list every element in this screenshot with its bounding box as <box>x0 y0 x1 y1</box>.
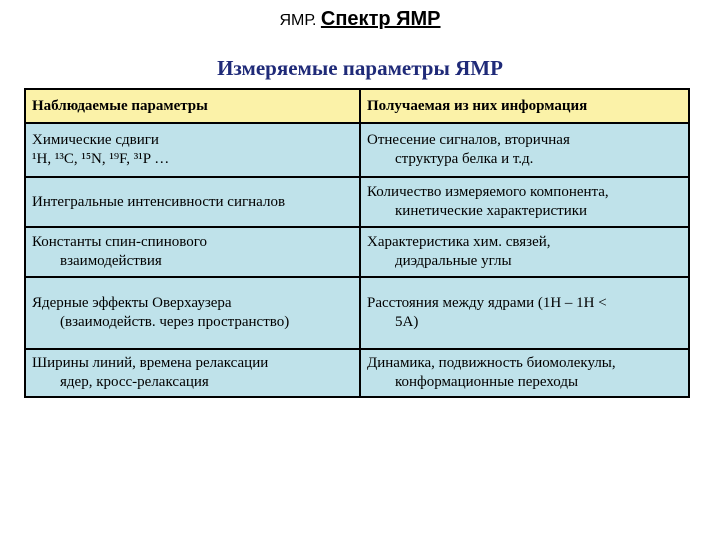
table-cell-observed <box>26 178 361 226</box>
table-row <box>26 176 688 226</box>
cell-line: Расстояния между ядрами (1H – 1H < <box>367 295 607 311</box>
cell-line: Характеристика хим. связей, <box>367 234 551 250</box>
cell-line: Ширины линий, времена релаксации <box>32 355 269 371</box>
cell-line: структура белка и т.д. <box>395 151 534 167</box>
cell-line: Константы спин-спинового <box>32 234 207 250</box>
table-cell-info <box>361 124 688 176</box>
cell-line: ¹H, ¹³C, ¹⁵N, ¹⁹F, ³¹P … <box>32 151 170 167</box>
table-row <box>26 348 688 396</box>
slide-header <box>0 8 720 31</box>
nmr-parameters-table <box>24 88 690 398</box>
table-header-row <box>26 90 688 122</box>
cell-line: Количество измеряемого компонента, <box>367 184 609 200</box>
column-header-info: Получаемая из них информация <box>361 90 688 122</box>
table-cell-observed <box>26 278 361 348</box>
cell-line: кинетические характеристики <box>395 203 588 219</box>
cell-line: Отнесение сигналов, вторичная <box>367 132 570 148</box>
table-row <box>26 276 688 348</box>
cell-line: конформационные переходы <box>395 374 579 390</box>
table-cell-observed <box>26 228 361 276</box>
table-cell-observed <box>26 124 361 176</box>
cell-line: Интегральные интенсивности сигналов <box>32 193 286 210</box>
cell-line: взаимодействия <box>60 253 162 269</box>
table-cell-info <box>361 228 688 276</box>
table-cell-info <box>361 178 688 226</box>
cell-line: Динамика, подвижность биомолекулы, <box>367 355 616 371</box>
table-row <box>26 226 688 276</box>
table-row <box>26 122 688 176</box>
column-header-observed: Наблюдаемые параметры <box>26 90 361 122</box>
header-prefix: ЯМР. <box>279 12 317 29</box>
cell-line: Химические сдвиги <box>32 132 159 148</box>
cell-line: диэдральные углы <box>395 253 512 269</box>
table-cell-info <box>361 350 688 396</box>
table-cell-observed <box>26 350 361 396</box>
cell-line: 5A) <box>395 314 419 330</box>
cell-line: (взаимодейств. через пространство) <box>60 314 290 330</box>
table-cell-info <box>361 278 688 348</box>
cell-line: ядер, кросс-релаксация <box>60 374 209 390</box>
cell-line: Ядерные эффекты Оверхаузера <box>32 295 232 311</box>
table-title: Измеряемые параметры ЯМР <box>217 56 503 80</box>
header-title: Спектр ЯМР <box>320 8 441 30</box>
